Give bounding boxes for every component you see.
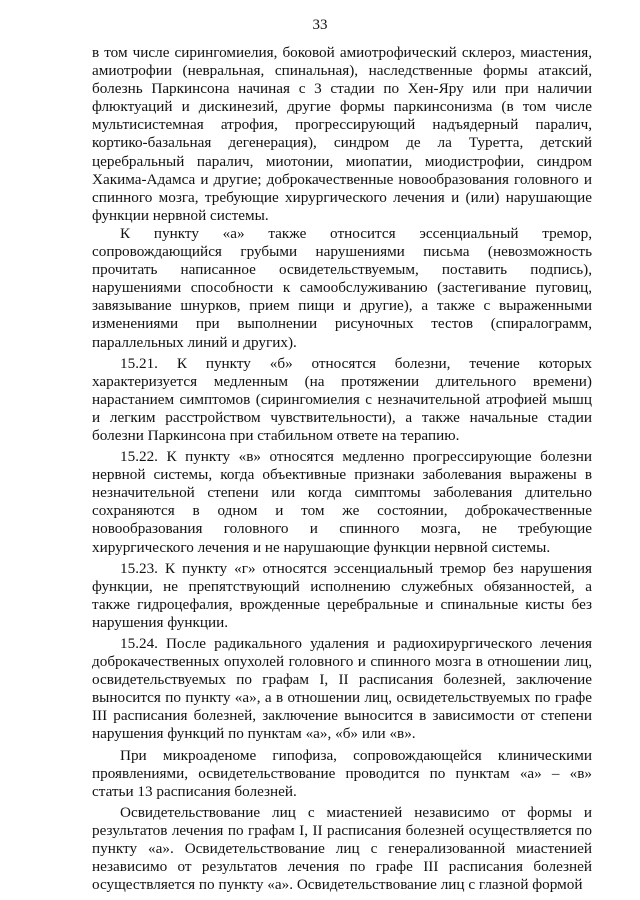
paragraph-15-23: 15.23. К пункту «г» относятся эссенциальный тремор без нарушения функции, не препятствующий исполнению служебных обязанностей, а также гидроцефалия, врожденные церебральные и спинальные кисты без нарушения функции. xyxy=(92,559,592,631)
paragraph-15-22: 15.22. К пункту «в» относятся медленно прогрессирующие болезни нервной системы, когда объективные признаки заболевания выражены в незначительной степени или когда симптомы заболевания длительно сохраняются в одном и том же состоянии, доброкачественные новообразования головного и спинного мозга, не требующие хирургического лечения и не нарушающие функции нервной системы. xyxy=(92,448,592,556)
paragraph-diseases-list: в том числе сирингомиелия, боковой амиотрофический склероз, миастения, амиотрофии (невральная, спинальная), наследственные формы атаксий, болезнь Паркинсона начиная с 3 стадии по Хен-Яру или при наличии флюктуаций и дискинезий, другие формы паркинсонизма (в том числе мультисистемная атрофия, прогрессирующий надъядерный паралич, кортико-базальная дегенерация), синдром де ла Туретта, детский церебральный паралич, миотонии, миопатии, миодистрофии, синдром Хакима-Адамса и другие; доброкачественные новообразования головного и спинного мозга, требующие хирургического лечения и (или) нарушающие функции нервной системы. xyxy=(92,44,592,224)
paragraph-15-21: 15.21. К пункту «б» относятся болезни, течение которых характеризуется медленным (на протяжении длительного времени) нарастанием симптомов (сирингомиелия с незначительной атрофией мышц и легким расстройством чувствительности), а также начальные стадии болезни Паркинсона при стабильном ответе на терапию. xyxy=(92,354,592,444)
page-number: 33 xyxy=(312,17,328,33)
document-body xyxy=(92,44,592,894)
paragraph-myasthenia: Освидетельствование лиц с миастенией независимо от формы и результатов лечения по графам I, II расписания болезней осуществляется по пункту «а». Освидетельствование лиц с генерализованной миастенией независимо от результатов лечения по графе III расписания болезней осуществляется по пункту «а». Освидетельствование лиц с глазной формой xyxy=(92,803,592,894)
paragraph-15-24: 15.24. После радикального удаления и радиохирургического лечения доброкачественных опухолей головного и спинного мозга в отношении лиц, освидетельствуемых по графам I, II расписания болезней, заключение выносится по пункту «а», а в отношении лиц, освидетельствуемых по графе III расписания болезней, заключение выносится в зависимости от степени нарушения функций по пунктам «а», «б» или «в». xyxy=(92,635,592,743)
paragraph-essential-tremor: К пункту «а» также относится эссенциальный тремор, сопровождающийся грубыми нарушениями письма (невозможность прочитать написанное освидетельствуемым, поставить подпись), нарушениями способности к самообслуживанию (застегивание пуговиц, завязывание шнурков, прием пищи и другие), а также с выраженными изменениями при выполнении рисуночных тестов (спиралограмм, параллельных линий и других). xyxy=(92,224,592,351)
paragraph-pituitary-microadenoma: При микроаденоме гипофиза, сопровождающейся клиническими проявлениями, освидетельствование проводится по пунктам «а» – «в» статьи 13 расписания болезней. xyxy=(92,746,592,800)
